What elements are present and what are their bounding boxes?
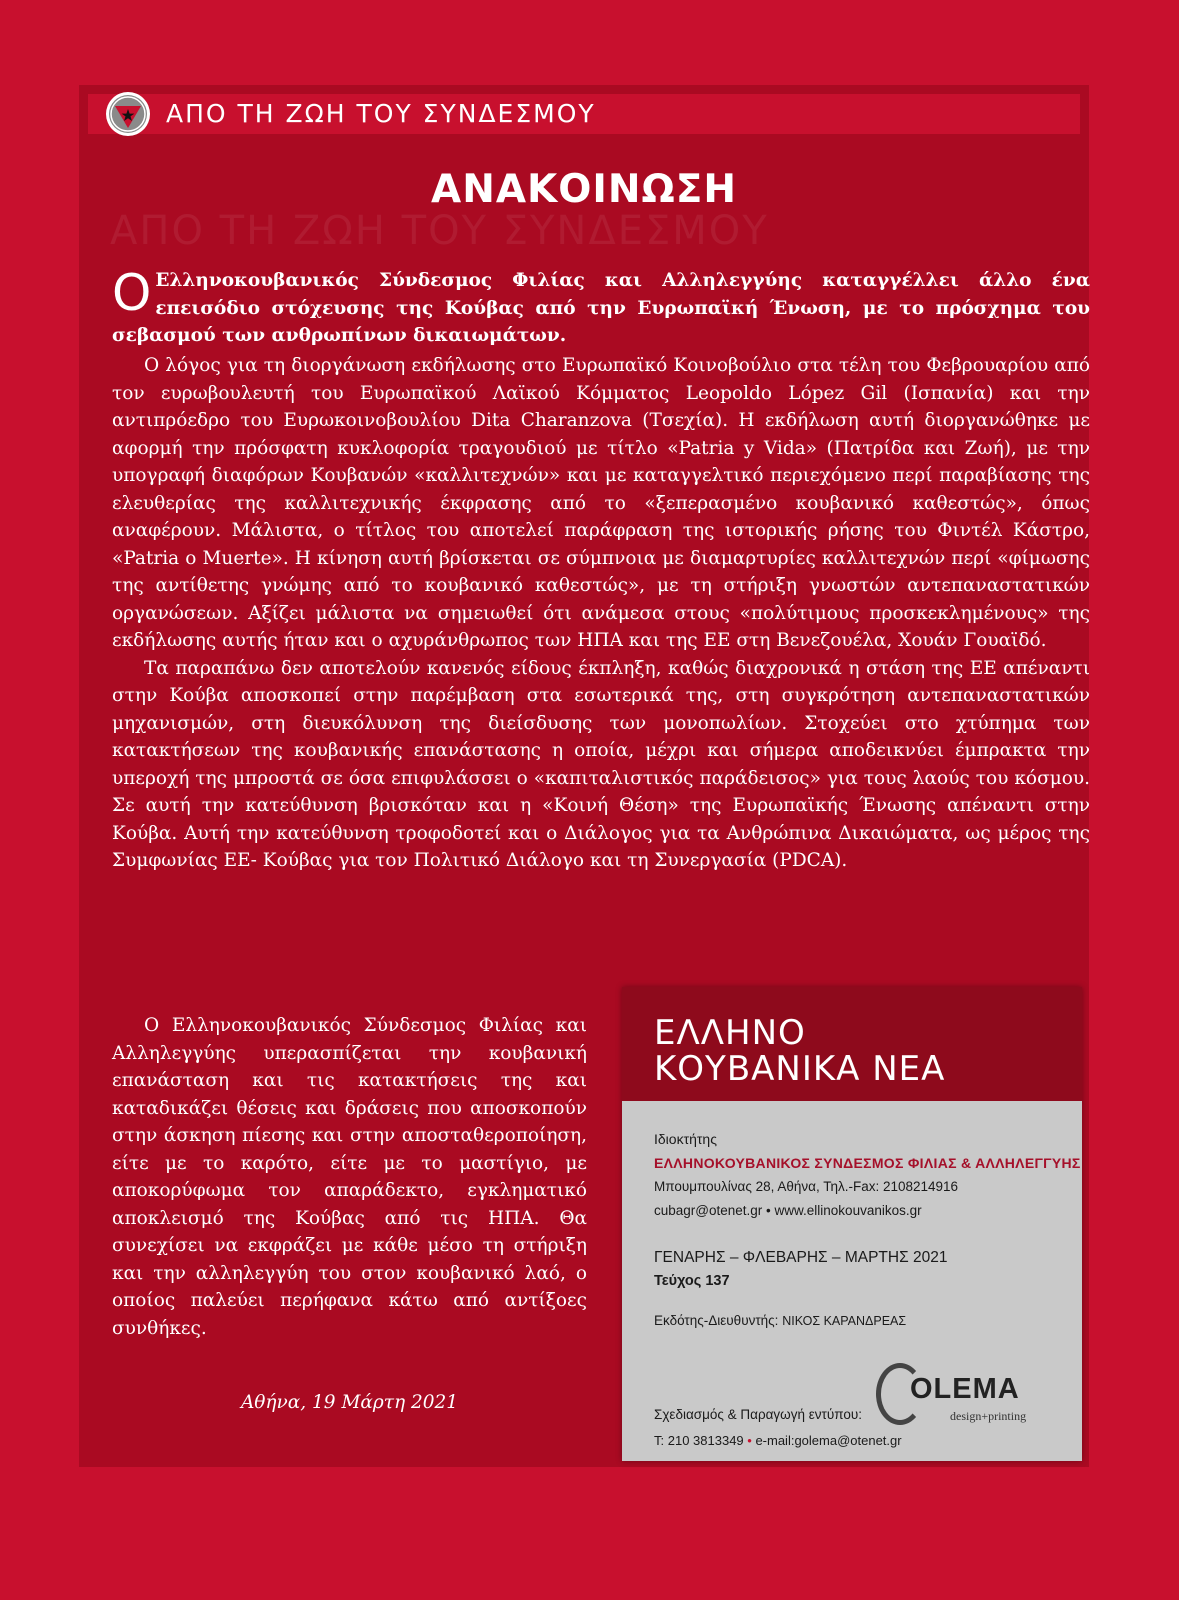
publisher-name: ΝΙΚΟΣ ΚΑΡΑΝΔΡΕΑΣ	[782, 1314, 907, 1328]
drop-cap: Ο	[112, 264, 152, 322]
association-logo-icon	[106, 92, 150, 136]
publication-name-line-1: ΕΛΛΗΝΟ	[654, 1013, 806, 1053]
article-body-full-width	[112, 352, 1090, 875]
design-phone: Τ: 210 3813349	[654, 1433, 744, 1448]
article-intro	[112, 264, 1090, 350]
masthead-info-area	[622, 1101, 1082, 1461]
design-label: Σχεδιασμός & Παραγωγή εντύπου:	[654, 1407, 862, 1422]
article-paragraph: Ο Ελληνοκουβανικός Σύνδεσμος Φιλίας και Αλληλεγγύης υπερασπίζεται την κουβανική επανάσταση και τις κατακτήσεις της και καταδικάζει θέσεις και δράσεις που αποσκοπούν στην άσκηση πίεσης και στην αποσταθεροποίηση, είτε με το καρότο, είτε με το μαστίγιο, με αποκορύφωμα τον απαράδεκτο, εγκληματικό αποκλεισμό της Κούβας από τις ΗΠΑ. Θα συνεχίσει να εκφράζει με κάθε μέσο τη στήριξη και την αλληλεγγύη του στον κουβανικό λαό, ο οποίος παλεύει περήφανα κάτω από αντίξοες συνθήκες.	[112, 1015, 587, 1339]
article-paragraph: Ο λόγος για τη διοργάνωση εκδήλωσης στο Ευρωπαϊκό Κοινοβούλιο στα τέλη του Φεβρουαρίου από τον ευρωβουλευτή του Ευρωπαϊκού Λαϊκού Κόμματος Leopoldo López Gil (Ισπανία) και την αντιπρόεδρο του Ευρωκοινοβουλίου Dita Charanzova (Τσεχία). Η εκδήλωση αυτή διοργανώθηκε με αφορμή την πρόσφατη κυκλοφορία τραγουδιού με τίτλο «Patria y Vida» (Πατρίδα και Ζωή), με την υπογραφή διαφόρων Κουβανών «καλλιτεχνών» και με καταγγελτικό περιεχόμενο περί παραβίασης της ελευθερίας της καλλιτεχνικής έκφρασης από το «ξεπερασμένο κουβανικό καθεστώς», όπως αναφέρουν. Μάλιστα, ο τίτλος του αποτελεί παράφραση της ιστορικής ρήσης του Φιντέλ Κάστρο, «Patria o Muerte». Η κίνηση αυτή βρίσκεται σε σύμπνοια με διαμαρτυρίες καλλιτεχνών περί «φίμωσης της αντίθετης γνώμης από το κουβανικό καθεστώς», με τη στήριξη γνωστών αντεπαναστατικών οργανώσεων. Αξίζει μάλιστα να σημειωθεί ότι ανάμεσα στους «πολύτιμους προσκεκλημένους» της εκδήλωσης αυτής ήταν και ο αχυράνθρωπος των ΗΠΑ και της ΕΕ στη Βενεζουέλα, Χουάν Γουαϊδό.	[112, 355, 1090, 651]
design-contact	[654, 1433, 902, 1448]
owner-label: Ιδιοκτήτης	[654, 1131, 717, 1147]
golema-logo	[874, 1363, 1034, 1433]
publisher-label: Εκδότης-Διευθυντής:	[654, 1313, 779, 1328]
owner-contact	[654, 1203, 922, 1218]
publisher-line	[654, 1313, 906, 1328]
owner-website-link[interactable]: www.ellinokouvanikos.gr	[774, 1203, 922, 1218]
article-signature: Αθήνα, 19 Μάρτη 2021	[240, 1392, 459, 1413]
bullet-separator: •	[766, 1203, 775, 1218]
owner-email-link[interactable]: cubagr@otenet.gr	[654, 1203, 763, 1218]
issue-number: Τεύχος 137	[654, 1273, 730, 1289]
design-email-link[interactable]: e-mail:golema@otenet.gr	[755, 1433, 902, 1448]
article-body-column	[112, 1012, 587, 1342]
masthead-box	[622, 987, 1082, 1461]
article-paragraph: Τα παραπάνω δεν αποτελούν κανενός είδους έκπληξη, καθώς διαχρονικά η στάση της ΕΕ απέναντι στην Κούβα αποσκοπεί στην παρέμβαση στα εσωτερικά της, στη συγκρότηση αντεπαναστατικών μηχανισμών, στη διευκόλυνση της διείσδυσης των μονοπωλίων. Στοχεύει στο χτύπημα των κατακτήσεων της κουβανικής επανάστασης η οποία, μέχρι και σήμερα αποδεικνύει έμπρακτα την υπεροχή της μπροστά σε όσα επιφυλάσσει ο «καπιταλιστικός παράδεισος» για τους λαούς του κόσμου. Σε αυτή την κατεύθυνση βρισκόταν και η «Κοινή Θέση» της Ευρωπαϊκής Ένωσης απέναντι στην Κούβα. Αυτή την κατεύθυνση τροφοδοτεί και ο Διάλογος για τα Ανθρώπινα Δικαιώματα, ως μέρος της Συμφωνίας ΕΕ- Κούβας για τον Πολιτικό Διάλογο και τη Συνεργασία (PDCA).	[112, 657, 1090, 871]
article-title: ΑΝΑΚΟΙΝΩΣΗ	[431, 167, 737, 212]
golema-logo-tagline: design+printing	[950, 1409, 1027, 1423]
owner-name: ΕΛΛΗΝΟΚΟΥΒΑΝΙΚΟΣ ΣΥΝΔΕΣΜΟΣ ΦΙΛΙΑΣ & ΑΛΛΗΛΕΓΓΥΗΣ	[654, 1155, 1081, 1171]
golema-logo-text: OLEMA	[910, 1373, 1020, 1405]
issue-period: ΓΕΝΑΡΗΣ – ΦΛΕΒΑΡΗΣ – ΜΑΡΤΗΣ 2021	[654, 1249, 948, 1266]
section-title: ΑΠΟ ΤΗ ΖΩΗ ΤΟΥ ΣΥΝΔΕΣΜΟΥ	[166, 99, 596, 128]
watermark-section-title: ΑΠΟ ΤΗ ΖΩΗ ΤΟΥ ΣΥΝΔΕΣΜΟΥ	[110, 208, 769, 254]
publication-name	[654, 1015, 945, 1087]
bullet-separator: •	[743, 1433, 756, 1448]
masthead-title-area	[622, 987, 1082, 1101]
owner-address: Μπουμπουλίνας 28, Αθήνα, Τηλ.-Fax: 2108214916	[654, 1179, 959, 1194]
intro-text: Ελληνοκουβανικός Σύνδεσμος Φιλίας και Αλληλεγγύης καταγγέλλει άλλο ένα επεισόδιο στόχευσης της Κούβας από την Ευρωπαϊκή Ένωση, με το πρόσχημα του σεβασμού των ανθρωπίνων δικαιωμάτων.	[112, 270, 1090, 346]
publication-name-line-2: ΚΟΥΒΑΝΙΚΑ ΝΕΑ	[654, 1049, 946, 1089]
